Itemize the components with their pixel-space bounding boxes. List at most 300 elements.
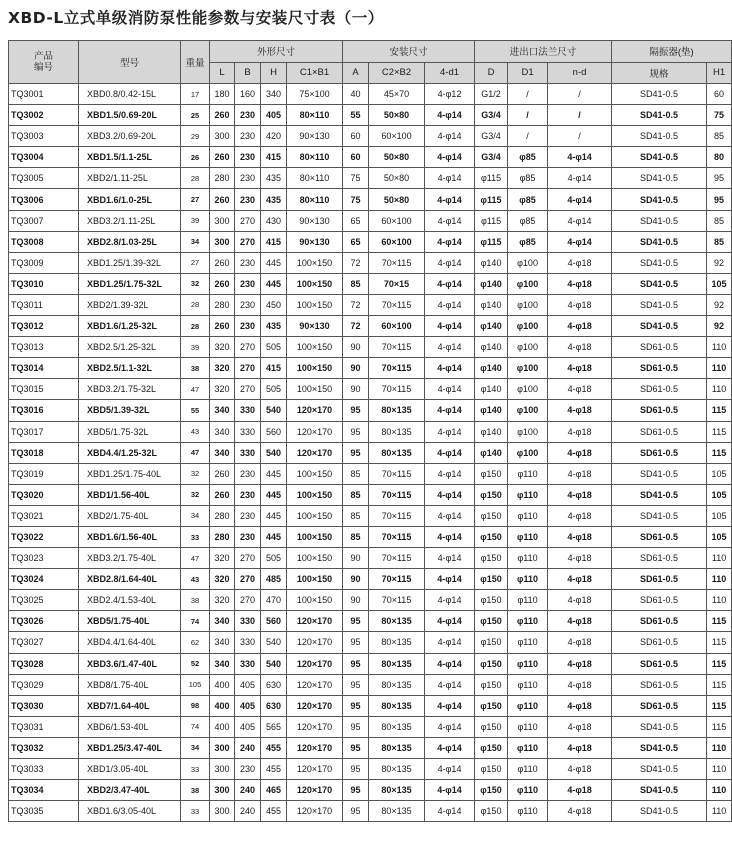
cell-4d1: 4-φ14 bbox=[425, 569, 475, 590]
table-row bbox=[9, 294, 732, 315]
cell-weight: 33 bbox=[181, 526, 210, 547]
cell-l: 280 bbox=[210, 526, 235, 547]
cell-d1: φ100 bbox=[508, 337, 548, 358]
cell-b: 330 bbox=[235, 653, 261, 674]
cell-l: 280 bbox=[210, 294, 235, 315]
cell-d1: φ110 bbox=[508, 484, 548, 505]
cell-nd: 4-φ18 bbox=[548, 484, 612, 505]
cell-nd: 4-φ18 bbox=[548, 316, 612, 337]
cell-4d1: 4-φ14 bbox=[425, 716, 475, 737]
cell-h: 630 bbox=[261, 674, 287, 695]
cell-l: 260 bbox=[210, 316, 235, 337]
cell-4d1: 4-φ14 bbox=[425, 400, 475, 421]
cell-model: XBD1.25/1.39-32L bbox=[79, 252, 181, 273]
cell-b: 330 bbox=[235, 632, 261, 653]
cell-c2b2: 80×135 bbox=[369, 421, 425, 442]
cell-c2b2: 70×115 bbox=[369, 463, 425, 484]
cell-d: φ140 bbox=[475, 252, 508, 273]
cell-code: TQ3028 bbox=[9, 653, 79, 674]
cell-d1: φ110 bbox=[508, 505, 548, 526]
cell-d1: φ110 bbox=[508, 569, 548, 590]
cell-d1: φ100 bbox=[508, 252, 548, 273]
cell-b: 330 bbox=[235, 421, 261, 442]
cell-code: TQ3004 bbox=[9, 147, 79, 168]
cell-b: 270 bbox=[235, 337, 261, 358]
cell-spec: SD61-0.5 bbox=[612, 337, 707, 358]
cell-l: 320 bbox=[210, 337, 235, 358]
cell-h1: 110 bbox=[707, 780, 732, 801]
cell-a: 40 bbox=[343, 84, 369, 105]
cell-d: φ150 bbox=[475, 484, 508, 505]
cell-4d1: 4-φ14 bbox=[425, 632, 475, 653]
cell-nd: 4-φ14 bbox=[548, 210, 612, 231]
cell-l: 260 bbox=[210, 147, 235, 168]
header-flange-group: 进出口法兰尺寸 bbox=[475, 41, 612, 63]
cell-model: XBD5/1.75-40L bbox=[79, 611, 181, 632]
cell-weight: 33 bbox=[181, 801, 210, 822]
cell-a: 85 bbox=[343, 505, 369, 526]
cell-l: 340 bbox=[210, 442, 235, 463]
cell-l: 180 bbox=[210, 84, 235, 105]
cell-weight: 47 bbox=[181, 442, 210, 463]
cell-b: 270 bbox=[235, 379, 261, 400]
cell-d: φ150 bbox=[475, 548, 508, 569]
cell-code: TQ3022 bbox=[9, 526, 79, 547]
table-row bbox=[9, 653, 732, 674]
cell-4d1: 4-φ14 bbox=[425, 674, 475, 695]
cell-d: φ150 bbox=[475, 611, 508, 632]
cell-h: 470 bbox=[261, 590, 287, 611]
cell-h1: 105 bbox=[707, 273, 732, 294]
cell-b: 230 bbox=[235, 526, 261, 547]
cell-code: TQ3014 bbox=[9, 358, 79, 379]
cell-4d1: 4-φ14 bbox=[425, 147, 475, 168]
cell-weight: 27 bbox=[181, 252, 210, 273]
cell-c1b1: 100×150 bbox=[287, 526, 343, 547]
cell-d: φ150 bbox=[475, 695, 508, 716]
cell-code: TQ3026 bbox=[9, 611, 79, 632]
cell-l: 260 bbox=[210, 189, 235, 210]
cell-code: TQ3016 bbox=[9, 400, 79, 421]
cell-c2b2: 70×15 bbox=[369, 273, 425, 294]
pump-spec-table bbox=[8, 40, 732, 822]
cell-c2b2: 80×135 bbox=[369, 653, 425, 674]
cell-b: 230 bbox=[235, 105, 261, 126]
cell-d1: φ85 bbox=[508, 168, 548, 189]
cell-a: 95 bbox=[343, 632, 369, 653]
cell-4d1: 4-φ14 bbox=[425, 105, 475, 126]
cell-h: 540 bbox=[261, 632, 287, 653]
cell-model: XBD1.6/3.05-40L bbox=[79, 801, 181, 822]
cell-spec: SD61-0.5 bbox=[612, 653, 707, 674]
table-row bbox=[9, 442, 732, 463]
cell-b: 240 bbox=[235, 780, 261, 801]
page-title: XBD-L立式单级消防泵性能参数与安装尺寸表（一） bbox=[8, 9, 384, 27]
cell-b: 230 bbox=[235, 505, 261, 526]
cell-b: 230 bbox=[235, 463, 261, 484]
cell-d: φ115 bbox=[475, 210, 508, 231]
table-row bbox=[9, 716, 732, 737]
table-row bbox=[9, 273, 732, 294]
cell-4d1: 4-φ14 bbox=[425, 358, 475, 379]
cell-spec: SD41-0.5 bbox=[612, 294, 707, 315]
cell-spec: SD41-0.5 bbox=[612, 168, 707, 189]
cell-model: XBD4.4/1.64-40L bbox=[79, 632, 181, 653]
cell-code: TQ3018 bbox=[9, 442, 79, 463]
cell-h: 455 bbox=[261, 759, 287, 780]
cell-b: 230 bbox=[235, 759, 261, 780]
cell-h1: 80 bbox=[707, 147, 732, 168]
cell-model: XBD1.25/1.75-32L bbox=[79, 273, 181, 294]
cell-h: 630 bbox=[261, 695, 287, 716]
cell-4d1: 4-φ12 bbox=[425, 84, 475, 105]
cell-h1: 115 bbox=[707, 442, 732, 463]
cell-h1: 105 bbox=[707, 526, 732, 547]
cell-h1: 110 bbox=[707, 759, 732, 780]
cell-nd: 4-φ18 bbox=[548, 442, 612, 463]
cell-l: 300 bbox=[210, 780, 235, 801]
cell-h: 435 bbox=[261, 189, 287, 210]
cell-nd: 4-φ18 bbox=[548, 379, 612, 400]
cell-a: 90 bbox=[343, 379, 369, 400]
cell-spec: SD61-0.5 bbox=[612, 632, 707, 653]
cell-c1b1: 120×170 bbox=[287, 421, 343, 442]
cell-code: TQ3035 bbox=[9, 801, 79, 822]
cell-a: 95 bbox=[343, 780, 369, 801]
cell-weight: 33 bbox=[181, 759, 210, 780]
cell-c1b1: 100×150 bbox=[287, 294, 343, 315]
table-row bbox=[9, 105, 732, 126]
cell-c1b1: 100×150 bbox=[287, 505, 343, 526]
cell-c2b2: 50×80 bbox=[369, 168, 425, 189]
cell-spec: SD41-0.5 bbox=[612, 252, 707, 273]
cell-nd: 4-φ18 bbox=[548, 759, 612, 780]
table-row bbox=[9, 801, 732, 822]
cell-spec: SD61-0.5 bbox=[612, 358, 707, 379]
table-row bbox=[9, 737, 732, 758]
cell-weight: 105 bbox=[181, 674, 210, 695]
cell-nd: 4-φ14 bbox=[548, 168, 612, 189]
cell-d1: φ110 bbox=[508, 801, 548, 822]
cell-d: φ140 bbox=[475, 400, 508, 421]
cell-h1: 105 bbox=[707, 505, 732, 526]
cell-4d1: 4-φ14 bbox=[425, 780, 475, 801]
cell-c1b1: 120×170 bbox=[287, 611, 343, 632]
cell-h1: 115 bbox=[707, 611, 732, 632]
cell-nd: 4-φ14 bbox=[548, 189, 612, 210]
cell-code: TQ3021 bbox=[9, 505, 79, 526]
cell-l: 320 bbox=[210, 569, 235, 590]
table-row bbox=[9, 695, 732, 716]
cell-spec: SD41-0.5 bbox=[612, 273, 707, 294]
cell-d1: φ110 bbox=[508, 632, 548, 653]
cell-model: XBD1.5/1.1-25L bbox=[79, 147, 181, 168]
cell-d1: φ110 bbox=[508, 716, 548, 737]
cell-weight: 47 bbox=[181, 379, 210, 400]
cell-model: XBD2/1.39-32L bbox=[79, 294, 181, 315]
cell-4d1: 4-φ14 bbox=[425, 189, 475, 210]
cell-code: TQ3010 bbox=[9, 273, 79, 294]
cell-model: XBD2.4/1.53-40L bbox=[79, 590, 181, 611]
cell-a: 95 bbox=[343, 759, 369, 780]
table-row bbox=[9, 548, 732, 569]
cell-spec: SD41-0.5 bbox=[612, 231, 707, 252]
cell-b: 230 bbox=[235, 126, 261, 147]
cell-l: 300 bbox=[210, 737, 235, 758]
cell-weight: 52 bbox=[181, 653, 210, 674]
cell-h: 560 bbox=[261, 611, 287, 632]
cell-c1b1: 100×150 bbox=[287, 273, 343, 294]
cell-spec: SD61-0.5 bbox=[612, 674, 707, 695]
cell-model: XBD3.2/1.11-25L bbox=[79, 210, 181, 231]
cell-weight: 74 bbox=[181, 716, 210, 737]
cell-4d1: 4-φ14 bbox=[425, 421, 475, 442]
cell-c2b2: 80×135 bbox=[369, 759, 425, 780]
cell-h: 455 bbox=[261, 737, 287, 758]
cell-d: φ115 bbox=[475, 168, 508, 189]
cell-nd: 4-φ18 bbox=[548, 337, 612, 358]
cell-spec: SD41-0.5 bbox=[612, 147, 707, 168]
cell-h: 405 bbox=[261, 105, 287, 126]
cell-nd: 4-φ18 bbox=[548, 358, 612, 379]
header-b: B bbox=[235, 62, 261, 84]
cell-code: TQ3005 bbox=[9, 168, 79, 189]
cell-d1: φ100 bbox=[508, 421, 548, 442]
table-row bbox=[9, 84, 732, 105]
cell-h1: 110 bbox=[707, 737, 732, 758]
cell-model: XBD1.6/1.0-25L bbox=[79, 189, 181, 210]
cell-nd: 4-φ18 bbox=[548, 674, 612, 695]
cell-weight: 62 bbox=[181, 632, 210, 653]
cell-d: φ150 bbox=[475, 759, 508, 780]
cell-code: TQ3024 bbox=[9, 569, 79, 590]
cell-nd: 4-φ18 bbox=[548, 653, 612, 674]
cell-c2b2: 60×100 bbox=[369, 210, 425, 231]
cell-d1: φ110 bbox=[508, 695, 548, 716]
cell-d: G3/4 bbox=[475, 126, 508, 147]
cell-weight: 17 bbox=[181, 84, 210, 105]
cell-d: φ150 bbox=[475, 674, 508, 695]
cell-a: 95 bbox=[343, 737, 369, 758]
cell-a: 85 bbox=[343, 484, 369, 505]
cell-code: TQ3019 bbox=[9, 463, 79, 484]
cell-a: 95 bbox=[343, 695, 369, 716]
cell-d: φ150 bbox=[475, 632, 508, 653]
cell-b: 230 bbox=[235, 252, 261, 273]
cell-a: 95 bbox=[343, 400, 369, 421]
cell-code: TQ3001 bbox=[9, 84, 79, 105]
cell-d: φ140 bbox=[475, 273, 508, 294]
cell-l: 300 bbox=[210, 759, 235, 780]
cell-l: 300 bbox=[210, 126, 235, 147]
cell-c1b1: 100×150 bbox=[287, 590, 343, 611]
header-l: L bbox=[210, 62, 235, 84]
cell-d1: / bbox=[508, 84, 548, 105]
cell-code: TQ3031 bbox=[9, 716, 79, 737]
cell-4d1: 4-φ14 bbox=[425, 590, 475, 611]
cell-d: G1/2 bbox=[475, 84, 508, 105]
header-c2b2: C2×B2 bbox=[369, 62, 425, 84]
cell-h: 435 bbox=[261, 316, 287, 337]
cell-h: 445 bbox=[261, 526, 287, 547]
cell-a: 85 bbox=[343, 526, 369, 547]
cell-d1: φ100 bbox=[508, 358, 548, 379]
cell-code: TQ3008 bbox=[9, 231, 79, 252]
cell-c2b2: 80×135 bbox=[369, 674, 425, 695]
cell-weight: 74 bbox=[181, 611, 210, 632]
cell-a: 90 bbox=[343, 358, 369, 379]
cell-4d1: 4-φ14 bbox=[425, 653, 475, 674]
cell-d1: φ110 bbox=[508, 526, 548, 547]
cell-a: 85 bbox=[343, 463, 369, 484]
cell-model: XBD2/1.11-25L bbox=[79, 168, 181, 189]
cell-d: φ150 bbox=[475, 653, 508, 674]
cell-l: 340 bbox=[210, 653, 235, 674]
cell-h: 485 bbox=[261, 569, 287, 590]
cell-b: 240 bbox=[235, 801, 261, 822]
cell-b: 230 bbox=[235, 273, 261, 294]
cell-h1: 110 bbox=[707, 569, 732, 590]
cell-b: 270 bbox=[235, 548, 261, 569]
cell-d: φ140 bbox=[475, 442, 508, 463]
cell-c1b1: 100×150 bbox=[287, 548, 343, 569]
cell-c1b1: 100×150 bbox=[287, 484, 343, 505]
table-row bbox=[9, 611, 732, 632]
cell-4d1: 4-φ14 bbox=[425, 548, 475, 569]
cell-4d1: 4-φ14 bbox=[425, 273, 475, 294]
cell-l: 300 bbox=[210, 210, 235, 231]
cell-d1: φ110 bbox=[508, 759, 548, 780]
cell-nd: 4-φ14 bbox=[548, 231, 612, 252]
cell-nd: 4-φ18 bbox=[548, 737, 612, 758]
cell-c1b1: 90×130 bbox=[287, 126, 343, 147]
cell-spec: SD41-0.5 bbox=[612, 84, 707, 105]
cell-h1: 115 bbox=[707, 716, 732, 737]
cell-a: 72 bbox=[343, 252, 369, 273]
cell-spec: SD41-0.5 bbox=[612, 505, 707, 526]
cell-d: φ150 bbox=[475, 801, 508, 822]
cell-weight: 98 bbox=[181, 695, 210, 716]
cell-4d1: 4-φ14 bbox=[425, 695, 475, 716]
cell-model: XBD1.25/3.47-40L bbox=[79, 737, 181, 758]
cell-d: φ150 bbox=[475, 780, 508, 801]
cell-code: TQ3009 bbox=[9, 252, 79, 273]
cell-a: 65 bbox=[343, 231, 369, 252]
cell-4d1: 4-φ14 bbox=[425, 759, 475, 780]
cell-d: φ150 bbox=[475, 590, 508, 611]
cell-h1: 110 bbox=[707, 337, 732, 358]
cell-nd: 4-φ18 bbox=[548, 252, 612, 273]
cell-c2b2: 80×135 bbox=[369, 400, 425, 421]
cell-l: 280 bbox=[210, 168, 235, 189]
cell-b: 270 bbox=[235, 231, 261, 252]
cell-model: XBD3.6/1.47-40L bbox=[79, 653, 181, 674]
cell-l: 300 bbox=[210, 231, 235, 252]
cell-spec: SD61-0.5 bbox=[612, 379, 707, 400]
cell-code: TQ3006 bbox=[9, 189, 79, 210]
table-row bbox=[9, 379, 732, 400]
table-row bbox=[9, 337, 732, 358]
cell-4d1: 4-φ14 bbox=[425, 505, 475, 526]
cell-c2b2: 80×135 bbox=[369, 611, 425, 632]
table-row bbox=[9, 358, 732, 379]
cell-c2b2: 45×70 bbox=[369, 84, 425, 105]
cell-c2b2: 80×135 bbox=[369, 801, 425, 822]
cell-c1b1: 120×170 bbox=[287, 442, 343, 463]
cell-model: XBD1.25/1.75-40L bbox=[79, 463, 181, 484]
cell-h1: 60 bbox=[707, 84, 732, 105]
cell-h1: 115 bbox=[707, 674, 732, 695]
cell-h1: 110 bbox=[707, 379, 732, 400]
cell-model: XBD5/1.39-32L bbox=[79, 400, 181, 421]
cell-h: 505 bbox=[261, 548, 287, 569]
cell-b: 330 bbox=[235, 400, 261, 421]
cell-a: 95 bbox=[343, 653, 369, 674]
cell-spec: SD41-0.5 bbox=[612, 737, 707, 758]
cell-d1: φ85 bbox=[508, 147, 548, 168]
cell-h1: 110 bbox=[707, 590, 732, 611]
cell-d1: φ85 bbox=[508, 231, 548, 252]
cell-model: XBD7/1.64-40L bbox=[79, 695, 181, 716]
cell-spec: SD61-0.5 bbox=[612, 526, 707, 547]
cell-h1: 115 bbox=[707, 632, 732, 653]
cell-d: φ140 bbox=[475, 421, 508, 442]
table-row bbox=[9, 400, 732, 421]
cell-weight: 28 bbox=[181, 294, 210, 315]
cell-c1b1: 100×150 bbox=[287, 252, 343, 273]
cell-weight: 26 bbox=[181, 147, 210, 168]
cell-weight: 38 bbox=[181, 358, 210, 379]
table-row bbox=[9, 569, 732, 590]
cell-b: 330 bbox=[235, 611, 261, 632]
cell-c1b1: 120×170 bbox=[287, 674, 343, 695]
cell-d: φ150 bbox=[475, 463, 508, 484]
cell-c1b1: 80×110 bbox=[287, 168, 343, 189]
cell-c1b1: 90×130 bbox=[287, 231, 343, 252]
cell-model: XBD2/3.47-40L bbox=[79, 780, 181, 801]
cell-d: φ115 bbox=[475, 231, 508, 252]
table-row bbox=[9, 632, 732, 653]
cell-c2b2: 60×100 bbox=[369, 316, 425, 337]
cell-4d1: 4-φ14 bbox=[425, 126, 475, 147]
cell-b: 230 bbox=[235, 147, 261, 168]
cell-a: 95 bbox=[343, 442, 369, 463]
cell-c2b2: 60×100 bbox=[369, 126, 425, 147]
cell-model: XBD2.5/1.25-32L bbox=[79, 337, 181, 358]
cell-b: 405 bbox=[235, 695, 261, 716]
cell-l: 300 bbox=[210, 801, 235, 822]
cell-d1: φ110 bbox=[508, 463, 548, 484]
table-row bbox=[9, 484, 732, 505]
cell-model: XBD3.2/0.69-20L bbox=[79, 126, 181, 147]
table-row bbox=[9, 189, 732, 210]
cell-d1: φ100 bbox=[508, 379, 548, 400]
cell-c1b1: 80×110 bbox=[287, 189, 343, 210]
cell-spec: SD61-0.5 bbox=[612, 611, 707, 632]
cell-code: TQ3020 bbox=[9, 484, 79, 505]
cell-c2b2: 70×115 bbox=[369, 590, 425, 611]
cell-d: φ140 bbox=[475, 358, 508, 379]
cell-h: 445 bbox=[261, 484, 287, 505]
cell-d: φ140 bbox=[475, 316, 508, 337]
cell-nd: 4-φ18 bbox=[548, 273, 612, 294]
cell-d1: φ110 bbox=[508, 674, 548, 695]
cell-code: TQ3017 bbox=[9, 421, 79, 442]
cell-spec: SD41-0.5 bbox=[612, 484, 707, 505]
cell-model: XBD1/3.05-40L bbox=[79, 759, 181, 780]
cell-spec: SD41-0.5 bbox=[612, 126, 707, 147]
cell-weight: 25 bbox=[181, 105, 210, 126]
